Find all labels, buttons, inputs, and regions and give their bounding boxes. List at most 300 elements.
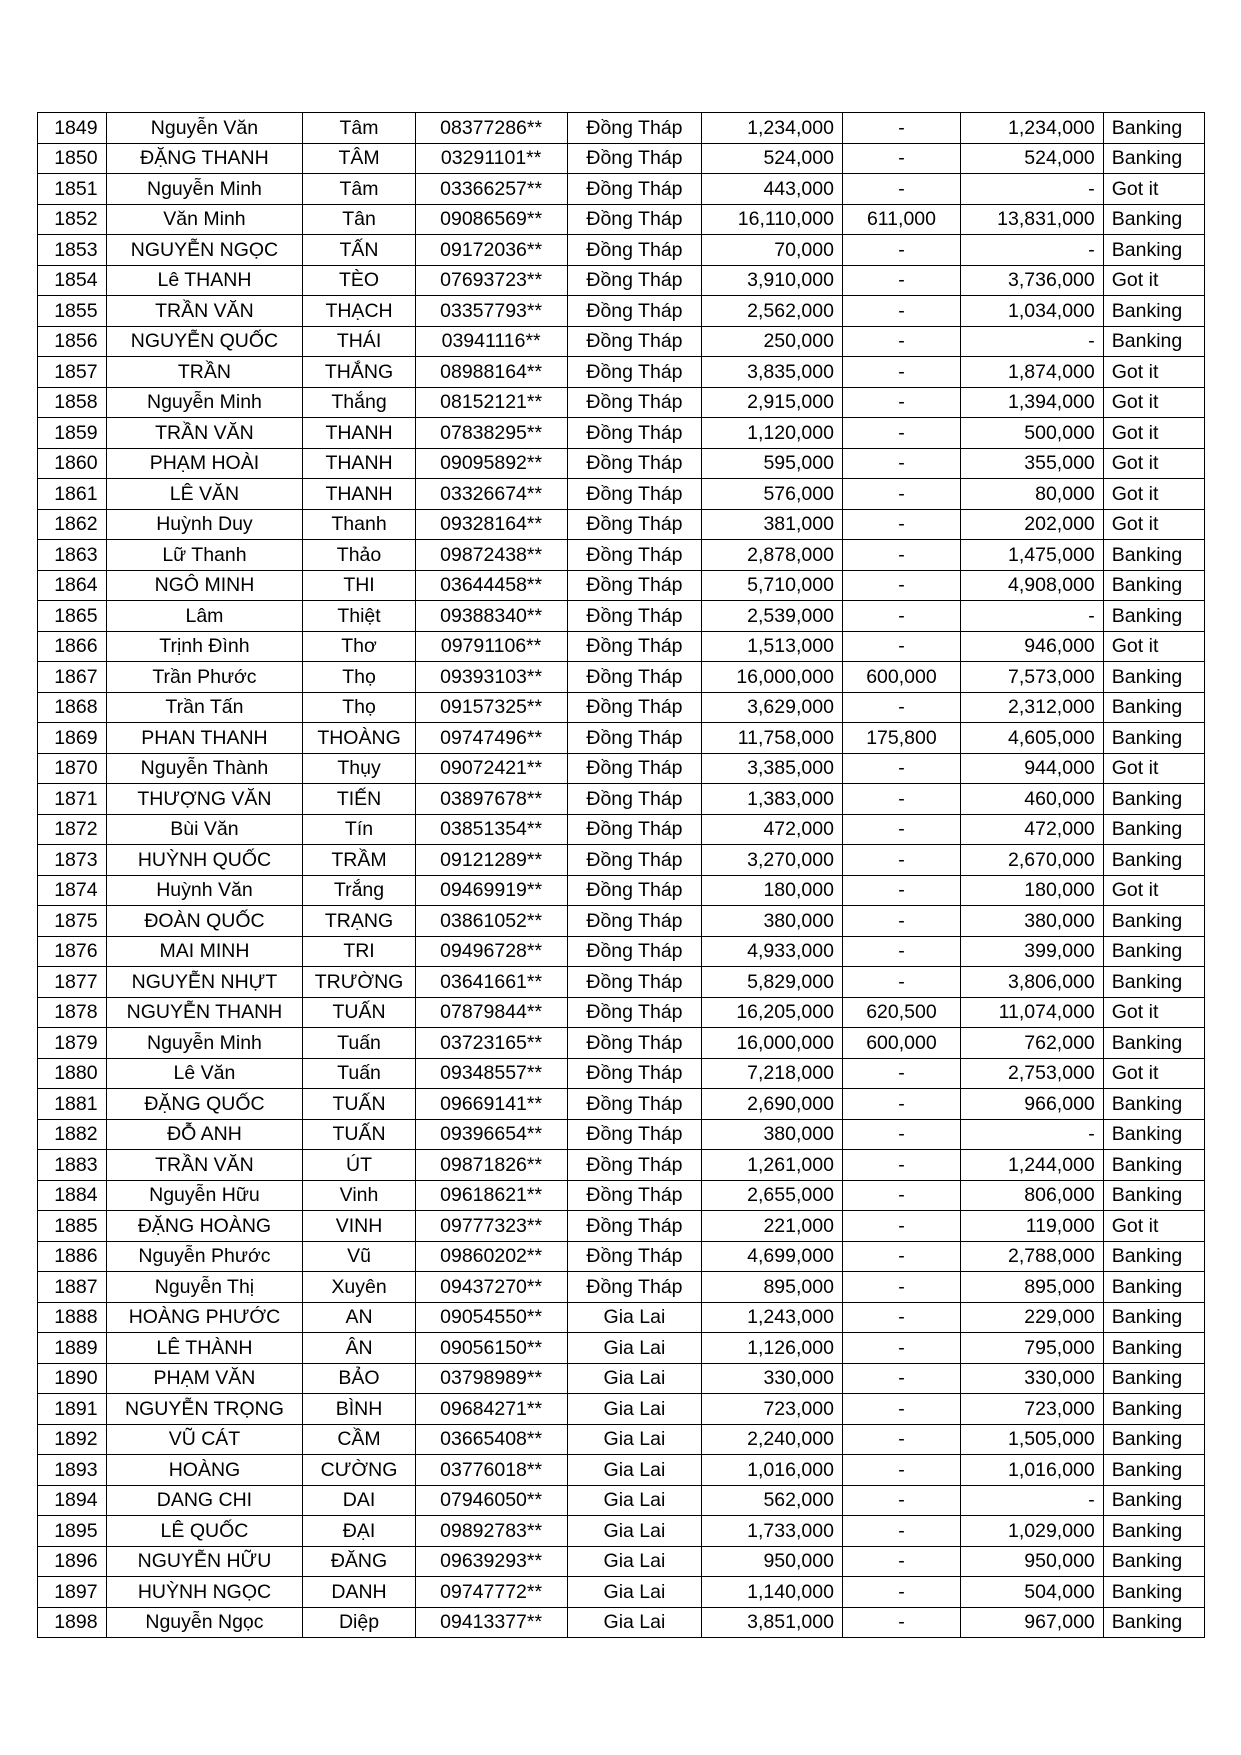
phone-cell: 03326674** — [415, 479, 567, 510]
surname-middle-cell: HUỲNH NGỌC — [106, 1577, 303, 1608]
province-cell: Đồng Tháp — [567, 906, 702, 937]
phone-cell: 03851354** — [415, 814, 567, 845]
surname-middle-cell: LÊ THÀNH — [106, 1333, 303, 1364]
table-row — [38, 1089, 1205, 1120]
row-number-cell: 1875 — [38, 906, 107, 937]
province-cell: Gia Lai — [567, 1363, 702, 1394]
given-name-cell: BÌNH — [303, 1394, 415, 1425]
given-name-cell: TUẤN — [303, 997, 415, 1028]
amount-cell: 1,513,000 — [702, 631, 843, 662]
payment-method-cell: Banking — [1103, 1241, 1204, 1272]
row-number-cell: 1859 — [38, 418, 107, 449]
balance-cell: 2,312,000 — [960, 692, 1103, 723]
amount-cell: 723,000 — [702, 1394, 843, 1425]
balance-cell: 950,000 — [960, 1546, 1103, 1577]
surname-middle-cell: LÊ QUỐC — [106, 1516, 303, 1547]
balance-cell: 2,670,000 — [960, 845, 1103, 876]
given-name-cell: Vinh — [303, 1180, 415, 1211]
given-name-cell: ĐĂNG — [303, 1546, 415, 1577]
amount-cell: 1,120,000 — [702, 418, 843, 449]
phone-cell: 03665408** — [415, 1424, 567, 1455]
balance-cell: 11,074,000 — [960, 997, 1103, 1028]
surname-middle-cell: NGÔ MINH — [106, 570, 303, 601]
balance-cell: 330,000 — [960, 1363, 1103, 1394]
balance-cell: 500,000 — [960, 418, 1103, 449]
deduction-cell: - — [842, 1577, 960, 1608]
payment-method-cell: Banking — [1103, 784, 1204, 815]
payment-method-cell: Banking — [1103, 1089, 1204, 1120]
table-row — [38, 875, 1205, 906]
surname-middle-cell: ĐOÀN QUỐC — [106, 906, 303, 937]
province-cell: Đồng Tháp — [567, 204, 702, 235]
payment-method-cell: Got it — [1103, 997, 1204, 1028]
balance-cell: - — [960, 601, 1103, 632]
amount-cell: 70,000 — [702, 235, 843, 266]
surname-middle-cell: ĐẶNG HOÀNG — [106, 1211, 303, 1242]
balance-cell: 180,000 — [960, 875, 1103, 906]
deduction-cell: - — [842, 814, 960, 845]
amount-cell: 3,910,000 — [702, 265, 843, 296]
balance-cell: - — [960, 1485, 1103, 1516]
province-cell: Đồng Tháp — [567, 1089, 702, 1120]
deduction-cell: - — [842, 509, 960, 540]
given-name-cell: THANH — [303, 479, 415, 510]
deduction-cell: - — [842, 692, 960, 723]
row-number-cell: 1877 — [38, 967, 107, 998]
row-number-cell: 1896 — [38, 1546, 107, 1577]
deduction-cell: - — [842, 570, 960, 601]
row-number-cell: 1857 — [38, 357, 107, 388]
given-name-cell: CƯỜNG — [303, 1455, 415, 1486]
surname-middle-cell: Lữ Thanh — [106, 540, 303, 571]
phone-cell: 09056150** — [415, 1333, 567, 1364]
row-number-cell: 1864 — [38, 570, 107, 601]
row-number-cell: 1894 — [38, 1485, 107, 1516]
given-name-cell: Thảo — [303, 540, 415, 571]
given-name-cell: Thanh — [303, 509, 415, 540]
payment-method-cell: Banking — [1103, 662, 1204, 693]
payment-method-cell: Got it — [1103, 1211, 1204, 1242]
province-cell: Gia Lai — [567, 1302, 702, 1333]
balance-cell: 380,000 — [960, 906, 1103, 937]
given-name-cell: THOÀNG — [303, 723, 415, 754]
table-row — [38, 1607, 1205, 1638]
surname-middle-cell: LÊ VĂN — [106, 479, 303, 510]
phone-cell: 07693723** — [415, 265, 567, 296]
amount-cell: 1,234,000 — [702, 113, 843, 144]
table-row — [38, 1424, 1205, 1455]
payment-method-cell: Got it — [1103, 875, 1204, 906]
province-cell: Đồng Tháp — [567, 875, 702, 906]
given-name-cell: TRƯỜNG — [303, 967, 415, 998]
payment-method-cell: Banking — [1103, 1546, 1204, 1577]
amount-cell: 1,016,000 — [702, 1455, 843, 1486]
province-cell: Đồng Tháp — [567, 326, 702, 357]
table-row — [38, 845, 1205, 876]
given-name-cell: TUẤN — [303, 1119, 415, 1150]
province-cell: Đồng Tháp — [567, 753, 702, 784]
phone-cell: 09413377** — [415, 1607, 567, 1638]
amount-cell: 16,000,000 — [702, 1028, 843, 1059]
amount-cell: 16,000,000 — [702, 662, 843, 693]
surname-middle-cell: NGUYỄN THANH — [106, 997, 303, 1028]
balance-cell: 472,000 — [960, 814, 1103, 845]
payment-method-cell: Banking — [1103, 1302, 1204, 1333]
row-number-cell: 1855 — [38, 296, 107, 327]
amount-cell: 5,829,000 — [702, 967, 843, 998]
table-row — [38, 814, 1205, 845]
phone-cell: 03723165** — [415, 1028, 567, 1059]
province-cell: Đồng Tháp — [567, 265, 702, 296]
row-number-cell: 1891 — [38, 1394, 107, 1425]
balance-cell: 2,788,000 — [960, 1241, 1103, 1272]
balance-cell: 1,016,000 — [960, 1455, 1103, 1486]
payment-method-cell: Banking — [1103, 143, 1204, 174]
given-name-cell: THẮNG — [303, 357, 415, 388]
province-cell: Đồng Tháp — [567, 418, 702, 449]
table-row — [38, 540, 1205, 571]
deduction-cell: - — [842, 265, 960, 296]
phone-cell: 03861052** — [415, 906, 567, 937]
given-name-cell: ÚT — [303, 1150, 415, 1181]
row-number-cell: 1874 — [38, 875, 107, 906]
surname-middle-cell: Văn Minh — [106, 204, 303, 235]
given-name-cell: TUẤN — [303, 1089, 415, 1120]
phone-cell: 03776018** — [415, 1455, 567, 1486]
row-number-cell: 1860 — [38, 448, 107, 479]
row-number-cell: 1888 — [38, 1302, 107, 1333]
surname-middle-cell: MAI MINH — [106, 936, 303, 967]
given-name-cell: Tâm — [303, 113, 415, 144]
amount-cell: 576,000 — [702, 479, 843, 510]
amount-cell: 443,000 — [702, 174, 843, 205]
deduction-cell: - — [842, 1485, 960, 1516]
payment-method-cell: Banking — [1103, 540, 1204, 571]
amount-cell: 3,385,000 — [702, 753, 843, 784]
balance-cell: - — [960, 326, 1103, 357]
amount-cell: 950,000 — [702, 1546, 843, 1577]
row-number-cell: 1856 — [38, 326, 107, 357]
deduction-cell: - — [842, 601, 960, 632]
province-cell: Đồng Tháp — [567, 723, 702, 754]
province-cell: Đồng Tháp — [567, 1028, 702, 1059]
balance-cell: 967,000 — [960, 1607, 1103, 1638]
deduction-cell: - — [842, 906, 960, 937]
table-row — [38, 1577, 1205, 1608]
row-number-cell: 1886 — [38, 1241, 107, 1272]
balance-cell: 762,000 — [960, 1028, 1103, 1059]
phone-cell: 09396654** — [415, 1119, 567, 1150]
table-row — [38, 1455, 1205, 1486]
surname-middle-cell: NGUYỄN NGỌC — [106, 235, 303, 266]
row-number-cell: 1871 — [38, 784, 107, 815]
province-cell: Đồng Tháp — [567, 1180, 702, 1211]
table-row — [38, 1119, 1205, 1150]
row-number-cell: 1880 — [38, 1058, 107, 1089]
payment-method-cell: Banking — [1103, 1516, 1204, 1547]
surname-middle-cell: Nguyễn Thành — [106, 753, 303, 784]
table-row — [38, 1394, 1205, 1425]
balance-cell: 723,000 — [960, 1394, 1103, 1425]
province-cell: Đồng Tháp — [567, 1150, 702, 1181]
balance-cell: 399,000 — [960, 936, 1103, 967]
amount-cell: 2,878,000 — [702, 540, 843, 571]
given-name-cell: Thọ — [303, 692, 415, 723]
table-row — [38, 936, 1205, 967]
phone-cell: 07838295** — [415, 418, 567, 449]
amount-cell: 2,915,000 — [702, 387, 843, 418]
surname-middle-cell: VŨ CÁT — [106, 1424, 303, 1455]
payment-method-cell: Got it — [1103, 357, 1204, 388]
payment-method-cell: Got it — [1103, 174, 1204, 205]
row-number-cell: 1868 — [38, 692, 107, 723]
balance-cell: 944,000 — [960, 753, 1103, 784]
province-cell: Đồng Tháp — [567, 814, 702, 845]
phone-cell: 07946050** — [415, 1485, 567, 1516]
amount-cell: 5,710,000 — [702, 570, 843, 601]
payment-method-cell: Got it — [1103, 418, 1204, 449]
deduction-cell: 620,500 — [842, 997, 960, 1028]
phone-cell: 09157325** — [415, 692, 567, 723]
row-number-cell: 1866 — [38, 631, 107, 662]
table-row — [38, 723, 1205, 754]
row-number-cell: 1879 — [38, 1028, 107, 1059]
deduction-cell: - — [842, 1394, 960, 1425]
amount-cell: 1,243,000 — [702, 1302, 843, 1333]
province-cell: Đồng Tháp — [567, 1119, 702, 1150]
deduction-cell: - — [842, 1363, 960, 1394]
given-name-cell: THI — [303, 570, 415, 601]
province-cell: Đồng Tháp — [567, 509, 702, 540]
table-row — [38, 753, 1205, 784]
table-row — [38, 1150, 1205, 1181]
amount-cell: 4,933,000 — [702, 936, 843, 967]
table-row — [38, 265, 1205, 296]
row-number-cell: 1852 — [38, 204, 107, 235]
province-cell: Đồng Tháp — [567, 448, 702, 479]
deduction-cell: 175,800 — [842, 723, 960, 754]
balance-cell: 3,736,000 — [960, 265, 1103, 296]
surname-middle-cell: NGUYỄN HỮU — [106, 1546, 303, 1577]
province-cell: Gia Lai — [567, 1424, 702, 1455]
given-name-cell: Tâm — [303, 174, 415, 205]
phone-cell: 09777323** — [415, 1211, 567, 1242]
deduction-cell: - — [842, 1119, 960, 1150]
balance-cell: 1,034,000 — [960, 296, 1103, 327]
deduction-cell: 600,000 — [842, 662, 960, 693]
payment-method-cell: Banking — [1103, 845, 1204, 876]
given-name-cell: DAI — [303, 1485, 415, 1516]
balance-cell: 13,831,000 — [960, 204, 1103, 235]
amount-cell: 1,733,000 — [702, 1516, 843, 1547]
table-row — [38, 1333, 1205, 1364]
table-row — [38, 143, 1205, 174]
table-row — [38, 1485, 1205, 1516]
surname-middle-cell: HOÀNG — [106, 1455, 303, 1486]
payment-method-cell: Banking — [1103, 1577, 1204, 1608]
phone-cell: 09095892** — [415, 448, 567, 479]
payment-method-cell: Got it — [1103, 479, 1204, 510]
payment-method-cell: Banking — [1103, 204, 1204, 235]
province-cell: Đồng Tháp — [567, 1058, 702, 1089]
deduction-cell: - — [842, 845, 960, 876]
deduction-cell: - — [842, 448, 960, 479]
province-cell: Đồng Tháp — [567, 997, 702, 1028]
payment-method-cell: Got it — [1103, 265, 1204, 296]
deduction-cell: - — [842, 631, 960, 662]
balance-cell: 806,000 — [960, 1180, 1103, 1211]
amount-cell: 3,629,000 — [702, 692, 843, 723]
surname-middle-cell: Nguyễn Phước — [106, 1241, 303, 1272]
surname-middle-cell: Nguyễn Văn — [106, 113, 303, 144]
balance-cell: 895,000 — [960, 1272, 1103, 1303]
row-number-cell: 1897 — [38, 1577, 107, 1608]
deduction-cell: - — [842, 1302, 960, 1333]
phone-cell: 03366257** — [415, 174, 567, 205]
table-row — [38, 387, 1205, 418]
payment-method-cell: Banking — [1103, 1424, 1204, 1455]
table-row — [38, 418, 1205, 449]
phone-cell: 08988164** — [415, 357, 567, 388]
surname-middle-cell: ĐẶNG THANH — [106, 143, 303, 174]
payment-method-cell: Got it — [1103, 448, 1204, 479]
balance-cell: 524,000 — [960, 143, 1103, 174]
phone-cell: 09348557** — [415, 1058, 567, 1089]
given-name-cell: Vũ — [303, 1241, 415, 1272]
surname-middle-cell: Nguyễn Minh — [106, 387, 303, 418]
given-name-cell: THANH — [303, 448, 415, 479]
surname-middle-cell: Lâm — [106, 601, 303, 632]
payment-method-cell: Banking — [1103, 967, 1204, 998]
payment-method-cell: Banking — [1103, 601, 1204, 632]
balance-cell: 946,000 — [960, 631, 1103, 662]
phone-cell: 09072421** — [415, 753, 567, 784]
phone-cell: 09437270** — [415, 1272, 567, 1303]
payment-method-cell: Got it — [1103, 509, 1204, 540]
payment-method-cell: Banking — [1103, 1150, 1204, 1181]
given-name-cell: Diệp — [303, 1607, 415, 1638]
surname-middle-cell: DANG CHI — [106, 1485, 303, 1516]
amount-cell: 2,690,000 — [702, 1089, 843, 1120]
surname-middle-cell: Huỳnh Duy — [106, 509, 303, 540]
payment-method-cell: Banking — [1103, 113, 1204, 144]
surname-middle-cell: NGUYỄN QUỐC — [106, 326, 303, 357]
table-row — [38, 1028, 1205, 1059]
amount-cell: 1,261,000 — [702, 1150, 843, 1181]
phone-cell: 09892783** — [415, 1516, 567, 1547]
amount-cell: 595,000 — [702, 448, 843, 479]
surname-middle-cell: PHẠM HOÀI — [106, 448, 303, 479]
province-cell: Gia Lai — [567, 1577, 702, 1608]
row-number-cell: 1862 — [38, 509, 107, 540]
phone-cell: 09872438** — [415, 540, 567, 571]
province-cell: Đồng Tháp — [567, 174, 702, 205]
given-name-cell: ÂN — [303, 1333, 415, 1364]
deduction-cell: - — [842, 1607, 960, 1638]
row-number-cell: 1865 — [38, 601, 107, 632]
balance-cell: 966,000 — [960, 1089, 1103, 1120]
phone-cell: 09684271** — [415, 1394, 567, 1425]
province-cell: Gia Lai — [567, 1516, 702, 1547]
province-cell: Đồng Tháp — [567, 967, 702, 998]
deduction-cell: - — [842, 1333, 960, 1364]
table-row — [38, 1241, 1205, 1272]
row-number-cell: 1850 — [38, 143, 107, 174]
given-name-cell: Tân — [303, 204, 415, 235]
given-name-cell: Tuấn — [303, 1028, 415, 1059]
row-number-cell: 1853 — [38, 235, 107, 266]
row-number-cell: 1858 — [38, 387, 107, 418]
amount-cell: 472,000 — [702, 814, 843, 845]
province-cell: Đồng Tháp — [567, 662, 702, 693]
deduction-cell: - — [842, 875, 960, 906]
amount-cell: 16,205,000 — [702, 997, 843, 1028]
amount-cell: 4,699,000 — [702, 1241, 843, 1272]
given-name-cell: DANH — [303, 1577, 415, 1608]
table-row — [38, 174, 1205, 205]
phone-cell: 09669141** — [415, 1089, 567, 1120]
surname-middle-cell: Lê THANH — [106, 265, 303, 296]
deduction-cell: - — [842, 540, 960, 571]
row-number-cell: 1878 — [38, 997, 107, 1028]
payment-method-cell: Banking — [1103, 570, 1204, 601]
table-row — [38, 906, 1205, 937]
deduction-cell: - — [842, 1058, 960, 1089]
balance-cell: 119,000 — [960, 1211, 1103, 1242]
amount-cell: 2,240,000 — [702, 1424, 843, 1455]
payment-method-cell: Banking — [1103, 1394, 1204, 1425]
amount-cell: 562,000 — [702, 1485, 843, 1516]
given-name-cell: Thắng — [303, 387, 415, 418]
given-name-cell: ĐẠI — [303, 1516, 415, 1547]
row-number-cell: 1889 — [38, 1333, 107, 1364]
table-row — [38, 204, 1205, 235]
province-cell: Đồng Tháp — [567, 1241, 702, 1272]
province-cell: Đồng Tháp — [567, 784, 702, 815]
balance-cell: 504,000 — [960, 1577, 1103, 1608]
payment-method-cell: Got it — [1103, 387, 1204, 418]
balance-cell: 229,000 — [960, 1302, 1103, 1333]
deduction-cell: - — [842, 1211, 960, 1242]
province-cell: Gia Lai — [567, 1546, 702, 1577]
amount-cell: 3,270,000 — [702, 845, 843, 876]
phone-cell: 08152121** — [415, 387, 567, 418]
amount-cell: 1,126,000 — [702, 1333, 843, 1364]
row-number-cell: 1872 — [38, 814, 107, 845]
surname-middle-cell: Lê Văn — [106, 1058, 303, 1089]
surname-middle-cell: THƯỢNG VĂN — [106, 784, 303, 815]
payment-method-cell: Banking — [1103, 326, 1204, 357]
payment-method-cell: Banking — [1103, 1607, 1204, 1638]
amount-cell: 16,110,000 — [702, 204, 843, 235]
province-cell: Đồng Tháp — [567, 631, 702, 662]
given-name-cell: Tuấn — [303, 1058, 415, 1089]
given-name-cell: BẢO — [303, 1363, 415, 1394]
amount-cell: 1,140,000 — [702, 1577, 843, 1608]
phone-cell: 09871826** — [415, 1150, 567, 1181]
province-cell: Gia Lai — [567, 1455, 702, 1486]
given-name-cell: Tín — [303, 814, 415, 845]
table-row — [38, 1211, 1205, 1242]
phone-cell: 03941116** — [415, 326, 567, 357]
payment-method-cell: Banking — [1103, 936, 1204, 967]
given-name-cell: TÈO — [303, 265, 415, 296]
row-number-cell: 1892 — [38, 1424, 107, 1455]
deduction-cell: 600,000 — [842, 1028, 960, 1059]
payment-method-cell: Banking — [1103, 814, 1204, 845]
table-row — [38, 784, 1205, 815]
table-row — [38, 967, 1205, 998]
